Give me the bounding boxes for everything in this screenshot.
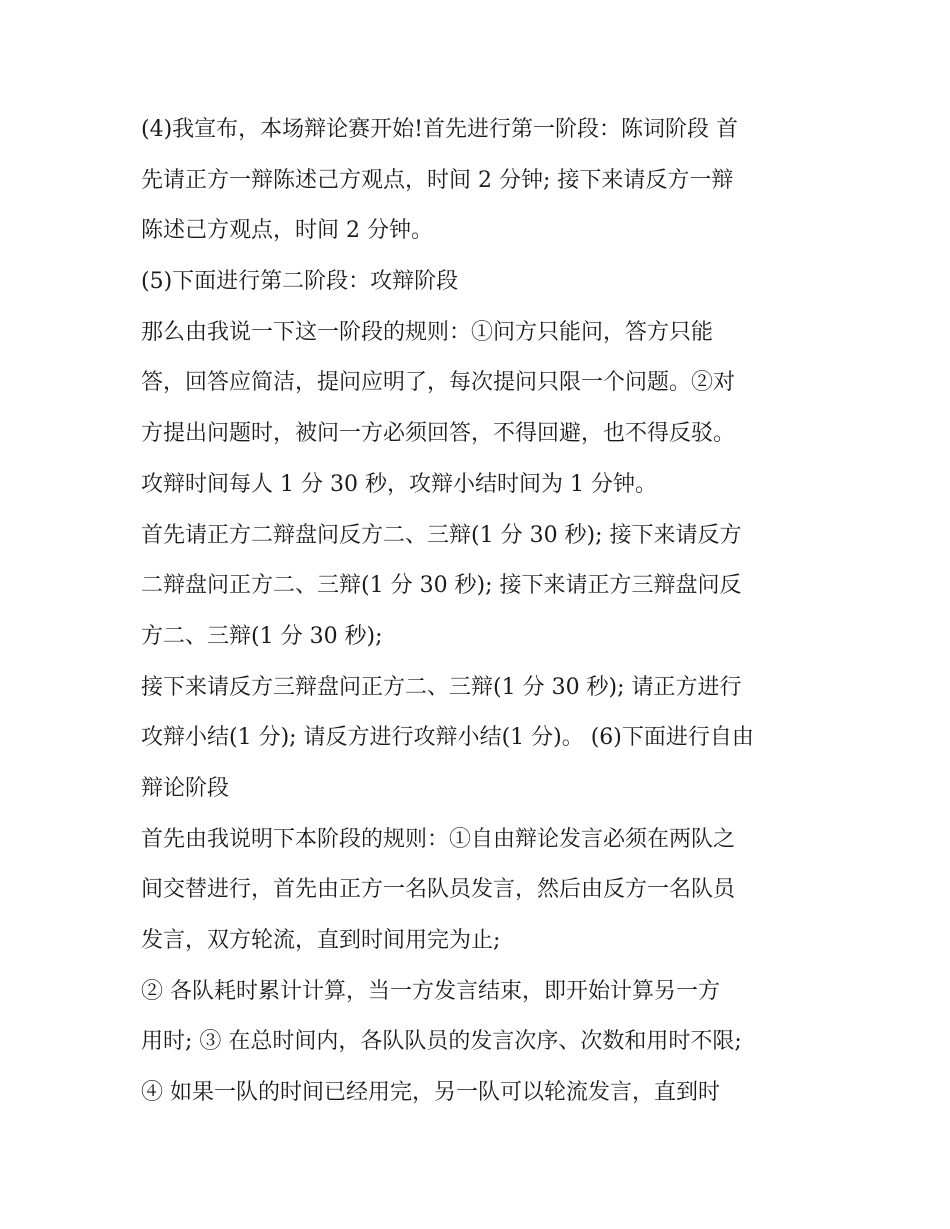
text-line: (4)我宣布，本场辩论赛开始!首先进行第一阶段：陈词阶段 首 [141, 117, 738, 142]
text-line: ④ 如果一队的时间已经用完，另一队可以轮流发言，直到时 [141, 1080, 720, 1106]
text-line: 用时; ③ 在总时间内，各队队员的发言次序、次数和用时不限; [141, 1029, 742, 1055]
text-line: 答，回答应简洁，提问应明了，每次提问只限一个问题。②对 [141, 370, 736, 396]
text-line: 方提出问题时，被问一方必须回答，不得回避，也不得反驳。 [141, 421, 736, 447]
text-line: 接下来请反方三辩盘问正方二、三辩(1 分 30 秒); 请正方进行 [141, 674, 742, 700]
text-line: (5)下面进行第二阶段：攻辩阶段 [141, 269, 459, 295]
text-line: 首先由我说明下本阶段的规则：①自由辩论发言必须在两队之 [141, 826, 736, 852]
text-line: 辩论阶段 [141, 775, 230, 801]
text-line: 先请正方一辩陈述己方观点，时间 2 分钟; 接下来请反方一辩 [141, 167, 734, 193]
text-line: 发言，双方轮流，直到时间用完为止; [141, 928, 501, 953]
text-line: ② 各队耗时累计计算，当一方发言结束，即开始计算另一方 [141, 978, 720, 1004]
text-line: 陈述己方观点，时间 2 分钟。 [141, 218, 433, 244]
document-body [141, 105, 813, 1119]
text-line: 那么由我说一下这一阶段的规则：①问方只能问，答方只能 [141, 319, 714, 345]
text-line: 二辩盘问正方二、三辩(1 分 30 秒); 接下来请正方三辩盘问反 [141, 573, 742, 599]
text-line: 方二、三辩(1 分 30 秒); [141, 623, 383, 649]
text-line: 攻辩小结(1 分); 请反方进行攻辩小结(1 分)。 (6)下面进行自由 [141, 725, 754, 751]
text-line: 间交替进行，首先由正方一名队员发言，然后由反方一名队员 [141, 877, 736, 903]
text-line: 攻辩时间每人 1 分 30 秒，攻辩小结时间为 1 分钟。 [141, 471, 657, 497]
text-line: 首先请正方二辩盘问反方二、三辩(1 分 30 秒); 接下来请反方 [141, 522, 742, 548]
